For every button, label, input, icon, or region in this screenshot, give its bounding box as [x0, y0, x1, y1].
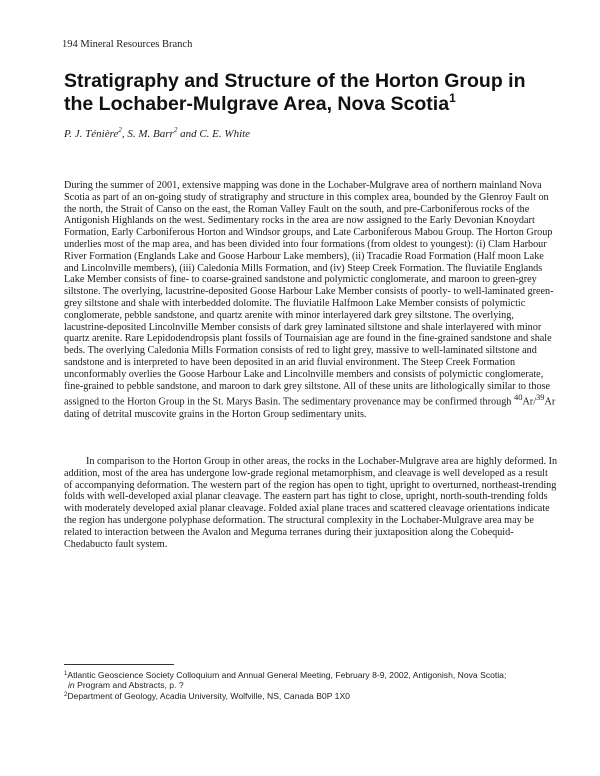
- footnote-mark: 1: [64, 671, 68, 677]
- abstract-paragraph-2: In comparison to the Horton Group in other areas, the rocks in the Lochaber-Mulgrave area are highly deformed. In addition, most of the area has undergone low-grade regional metamorphism, and cleavage is well developed as a result of accompanying deformation. The western part of the region has open to tight, upright to overturned, northeast-trending folds with well-developed axial planar cleavage. The eastern part has tight to close, upright, north-south-trending folds with moderately developed axial planar cleavage. Folded axial plane traces and scattered cleavage orientations indicate the region has undergone polyphase deformation. The structural complexity in the Lochaber-Mulgrave area may be related to interaction between the Avalon and Meguma terranes during their juxtaposition along the Cobequid-Chedabucto fault system.: [64, 456, 558, 550]
- author-separator: and: [177, 128, 200, 140]
- isotope-element: Ar: [544, 396, 556, 408]
- footnote-text: Program and Abstracts, p. ?: [74, 680, 184, 691]
- footnote-text: Atlantic Geoscience Society Colloquium and Annual General Meeting, February 8-9, 2002, Antigonish, Nova Scotia;: [67, 670, 507, 680]
- article-title: [64, 70, 544, 116]
- running-title: Mineral Resources Branch: [80, 39, 193, 50]
- page-number: 194: [62, 39, 78, 50]
- footnote-2: [64, 691, 554, 701]
- author-affiliation-mark: 2: [118, 126, 122, 134]
- isotope-mass: 39: [536, 392, 545, 403]
- author-name: S. M. Barr: [127, 128, 174, 140]
- isotope-element: Ar/: [522, 396, 537, 408]
- author-affiliation-mark: 2: [173, 126, 178, 134]
- author-name: C. E. White: [199, 128, 251, 140]
- footnote-in-italic: in: [68, 680, 75, 691]
- author-name: P. J. Ténière: [64, 128, 119, 140]
- author-line: [64, 128, 250, 140]
- author-separator: ,: [121, 128, 128, 140]
- footnote-text: Department of Geology, Acadia University, Wolfville, NS, Canada B0P 1X0: [67, 690, 350, 701]
- paragraph-text: During the summer of 2001, extensive mapping was done in the Lochaber-Mulgrave area of northern mainland Nova Scotia as part of an on-going study of stratigraphy and structure in this complex area, bounded by the Glenroy Fault on the north, the Strait of Canso on the east, the Roman Valley Fault on the south, and pre-Carboniferous rocks of the Antigonish Highlands on the west. Sedimentary rocks in the area are now assigned to the Early Devonian Knoydart Formation, Early Carboniferous Horton and Windsor groups, and Late Carboniferous Mabou Group. The Horton Group underlies most of the map area, and has been divided into four formations (from oldest to youngest): (i) Clam Harbour River Formation (Englands Lake and Goose Harbour Lake members), (ii) Tracadie Road Formation (Half moon Lake and Lincolnville members), (iii) Caledonia Mills Formation, and (iv) Steep Creek Formation. The fluviatile Englands Lake Member consists of fine- to coarse-grained sandstone and polymictic conglomerate, and maroon to green-grey siltstone. The overlying, lacustrine-deposited Goose Harbour Lake Member consists of poorly- to well-laminated green-grey siltstone and shale with interbedded dolomite. The fluviatile Halfmoon Lake Member consists of polymictic conglomerate, pebble sandstone, and quartz arenite with minor interlayered dark grey siltstone. The overlying, lacustrine-deposited Lincolnville Member consists of dark grey laminated siltstone and shale interlayered with minor quartz arenite. Rare Lepidodendropsis plant fossils of Tournaisian age are found in the fine-grained sandstone and shale beds. The overlying Caledonia Mills Formation consists of red to light grey, massive to well-laminated siltstone and sandstone and is interpreted to have been deposited in an arid fluvial environment. The Steep Creek Formation unconformably overlies the Goose Harbour Lake and Lincolnville members and consists of polymictic conglomerate, fine-grained to pebble sandstone, and maroon to dark grey siltstone. All of these units are lithologically similar to those assigned to the Horton Group in the St. Marys Basin. The sedimentary provenance may be confirmed through: [64, 180, 554, 408]
- article-title-text: Stratigraphy and Structure of the Horton Group in the Lochaber-Mulgrave Area, Nova Scotia: [64, 70, 526, 115]
- footnote-divider: [64, 664, 174, 665]
- footnote-mark: 2: [64, 691, 68, 698]
- footnotes: [64, 670, 554, 701]
- footnote-1: [64, 670, 554, 691]
- running-header: [62, 39, 192, 50]
- paragraph-text: dating of detrital muscovite grains in the Horton Group sedimentary units.: [64, 408, 367, 420]
- title-footnote-mark: 1: [449, 91, 456, 105]
- isotope-mass: 40: [513, 392, 523, 403]
- abstract-paragraph-1: [64, 180, 558, 420]
